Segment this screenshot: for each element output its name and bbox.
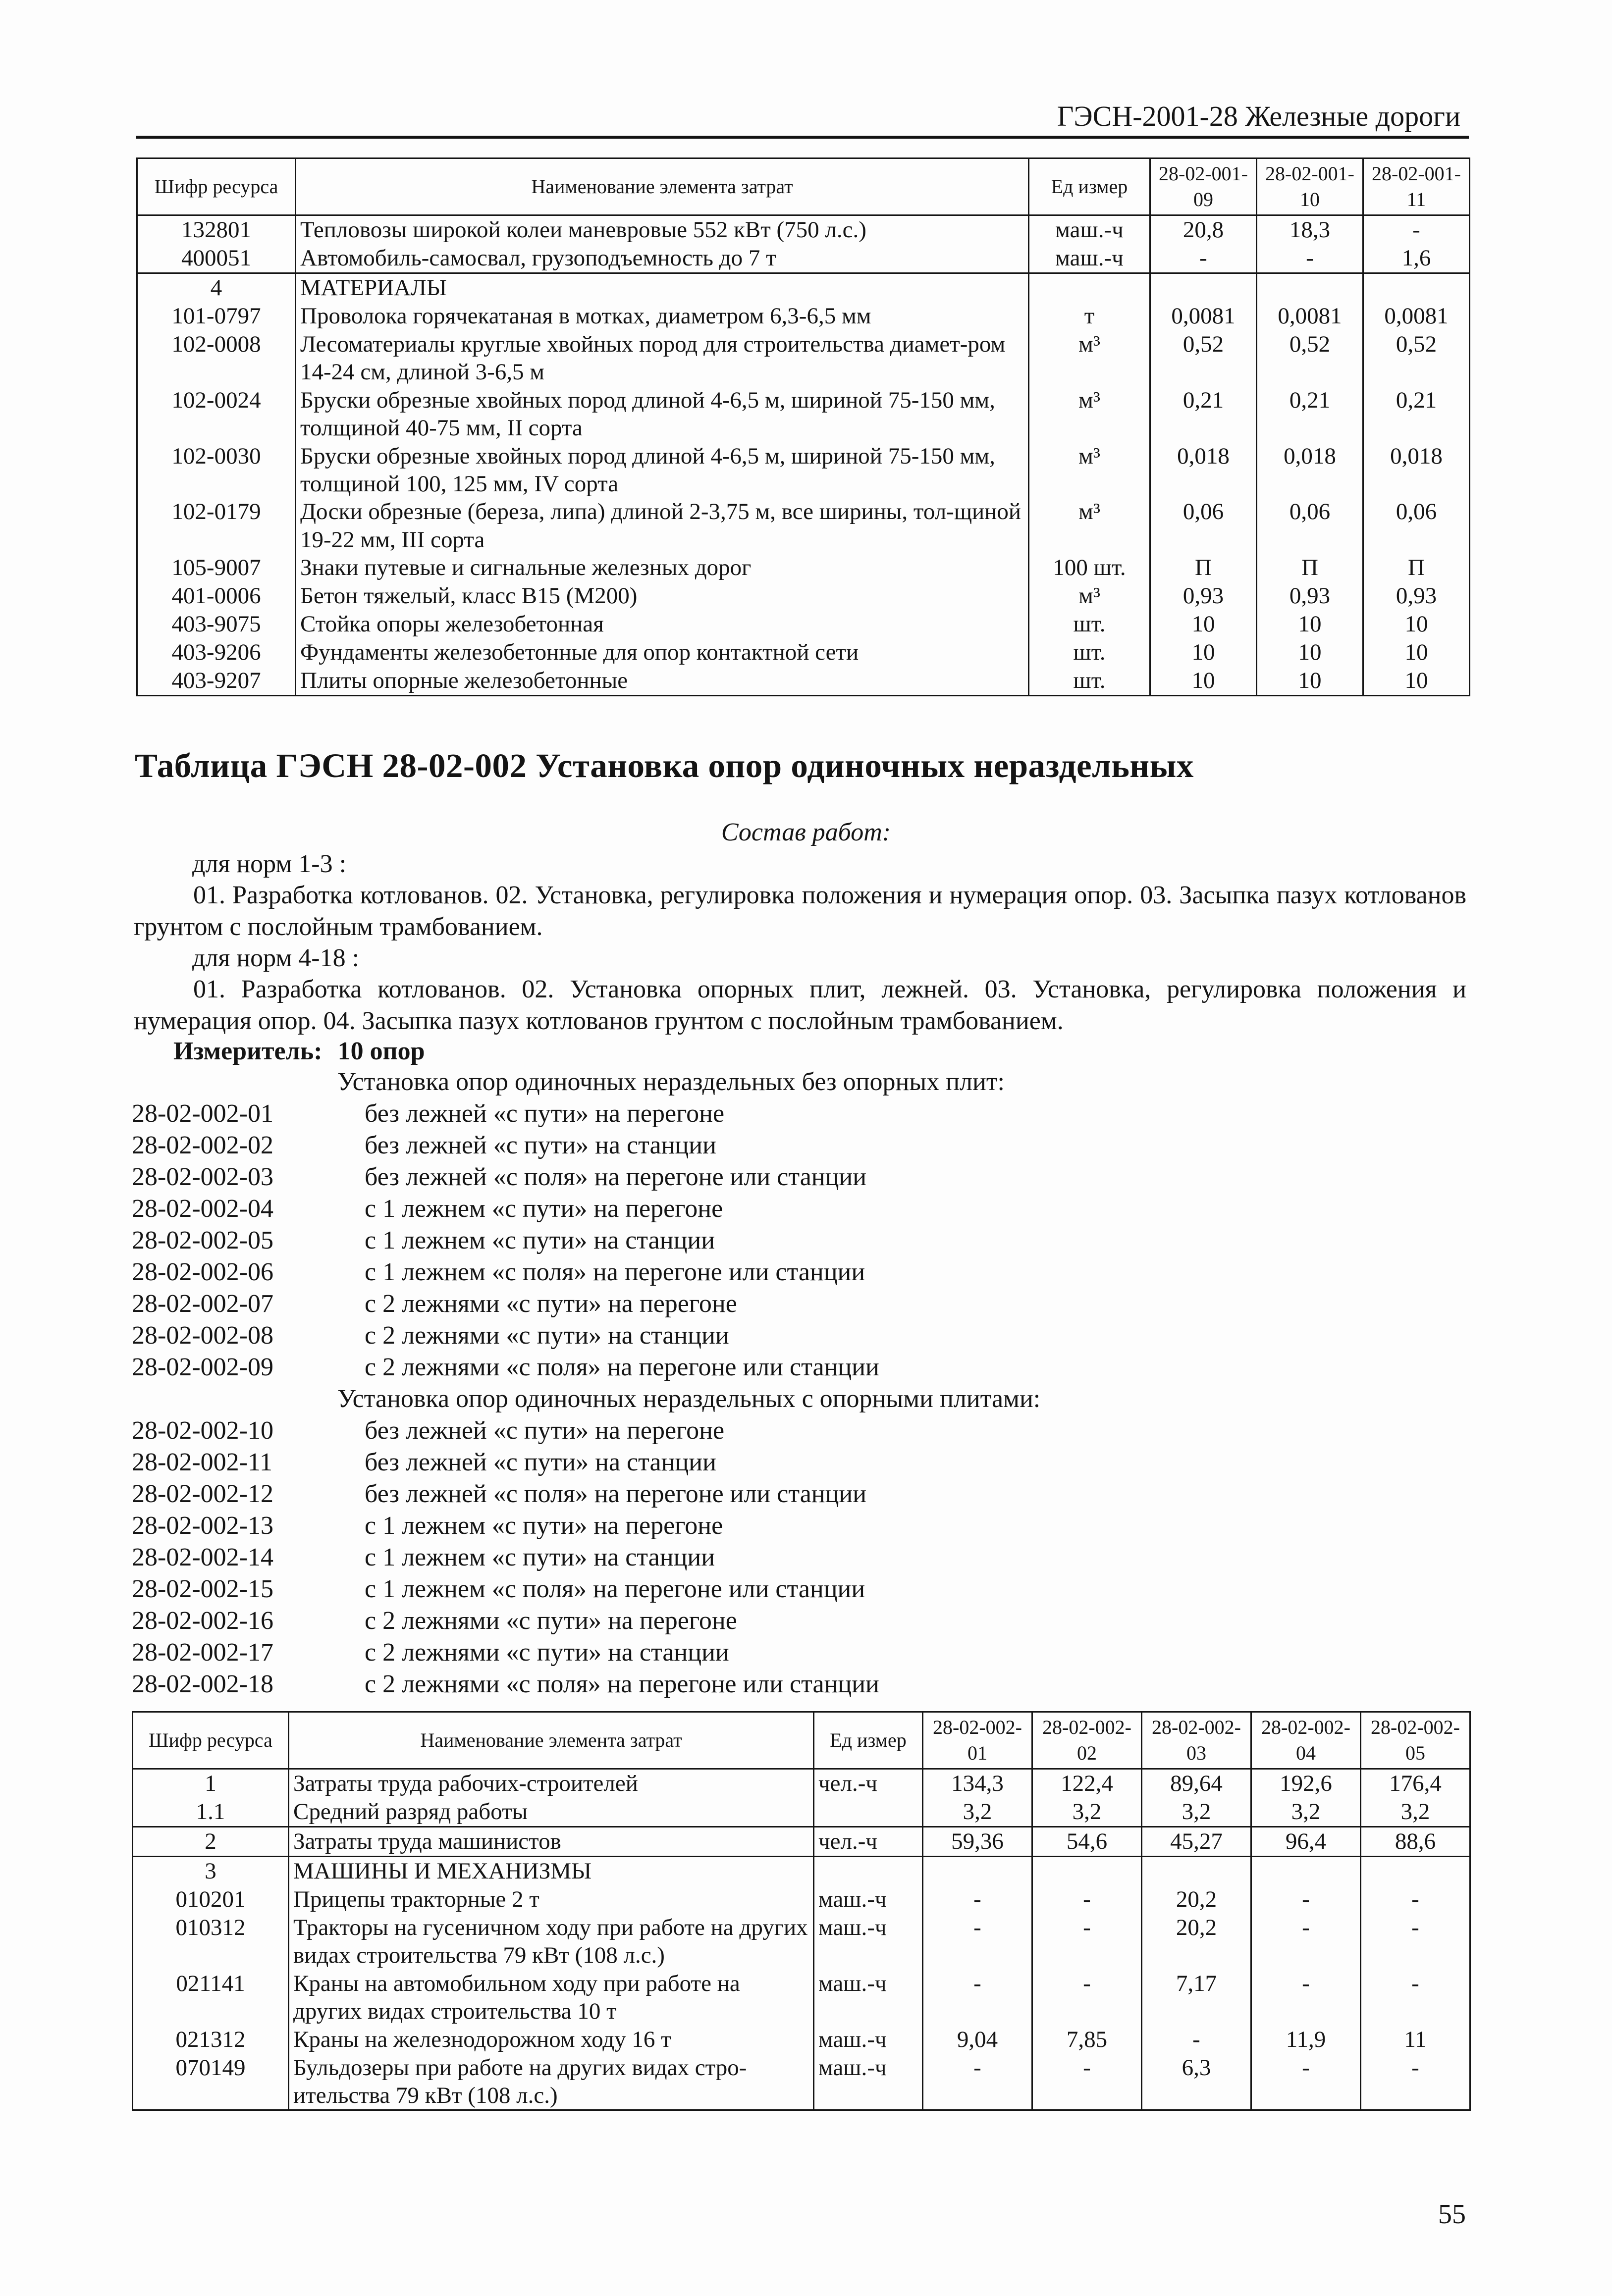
value-cell: 3,2: [1251, 1798, 1361, 1827]
norm-code: 28-02-002-18: [132, 1670, 273, 1698]
value-cell: -: [923, 1970, 1032, 2026]
norm-code: 28-02-002-03: [132, 1163, 273, 1191]
resource-code-cell: 401-0006: [137, 582, 296, 610]
resource-code-cell: 010201: [133, 1885, 289, 1914]
resource-code-cell: 021312: [133, 2026, 289, 2054]
norm-code: 28-02-002-17: [132, 1638, 273, 1667]
table-row: [137, 498, 1470, 554]
unit-cell: шт.: [1029, 667, 1150, 696]
table-row: [133, 1798, 1470, 1827]
unit-cell: шт.: [1029, 638, 1150, 667]
norm-code-row: [132, 1542, 1040, 1574]
norm-code-row: [132, 1225, 1040, 1257]
norm-code: 28-02-002-15: [132, 1575, 273, 1603]
value-cell: -: [1032, 1970, 1142, 2026]
unit-cell: 100 шт.: [1029, 554, 1150, 582]
table-row: [133, 1914, 1470, 1970]
unit-cell: маш.-ч: [814, 2026, 923, 2054]
norm-code: 28-02-002-07: [132, 1290, 273, 1318]
meter-value: 10 опор: [337, 1037, 425, 1065]
unit-cell: шт.: [1029, 610, 1150, 638]
norm-description: без лежней «с пути» на перегоне: [365, 1099, 725, 1128]
col-header: 28-02-002-05: [1361, 1712, 1470, 1769]
value-cell: 0,018: [1363, 442, 1470, 498]
value-cell: -: [1361, 1970, 1470, 2026]
resource-code-cell: 021141: [133, 1970, 289, 2026]
norm-code: 28-02-002-16: [132, 1607, 273, 1635]
unit-cell: маш.-ч: [814, 1914, 923, 1970]
norm-description: с 2 лежнями «с пути» на станции: [365, 1638, 729, 1667]
resource-code-cell: 4: [137, 273, 296, 303]
col-header: Наименование элемента затрат: [289, 1712, 814, 1769]
norm-code-row: [132, 1415, 1040, 1447]
norm-description: с 2 лежнями «с пути» на станции: [365, 1321, 729, 1350]
table-row: [137, 667, 1470, 696]
norm-code-row: [132, 1637, 1040, 1669]
resource-code-cell: 3: [133, 1857, 289, 1886]
value-cell: 18,3: [1257, 215, 1363, 245]
unit-cell: маш.-ч: [1029, 215, 1150, 245]
value-cell: 176,4: [1361, 1769, 1470, 1798]
value-cell: -: [1251, 1885, 1361, 1914]
value-cell: -: [1361, 2054, 1470, 2110]
norm-description: без лежней «с поля» на перегоне или станции: [365, 1480, 867, 1508]
table-row: [133, 2026, 1470, 2054]
norms-1-label: для норм 1-3 :: [192, 850, 347, 878]
value-cell: 1,6: [1363, 244, 1470, 273]
resource-table-1: [136, 157, 1470, 696]
table-row: [137, 386, 1470, 442]
value-cell: 45,27: [1142, 1827, 1251, 1857]
table-row: [133, 1769, 1470, 1798]
resource-name-cell: Средний разряд работы: [289, 1798, 814, 1827]
table-row: [133, 2054, 1470, 2110]
value-cell: 0,93: [1363, 582, 1470, 610]
norm-code-row: [132, 1352, 1040, 1384]
table-title: Таблица ГЭСН 28-02-002 Установка опор одиночных нераздельных: [135, 747, 1194, 784]
table-row: [137, 638, 1470, 667]
norm-code: 28-02-002-11: [132, 1448, 273, 1476]
resource-name-cell: Бетон тяжелый, класс В15 (М200): [296, 582, 1029, 610]
unit-cell: м³: [1029, 386, 1150, 442]
norm-description: без лежней «с поля» на перегоне или станции: [365, 1163, 867, 1191]
value-cell: 7,17: [1142, 1970, 1251, 2026]
value-cell: 10: [1363, 667, 1470, 696]
value-cell: 0,06: [1150, 498, 1257, 554]
norm-code-row: [132, 1606, 1040, 1637]
resource-code-cell: 101-0797: [137, 302, 296, 330]
norm-code-row: [132, 1479, 1040, 1511]
resource-name-cell: Бруски обрезные хвойных пород длиной 4-6,5 м, шириной 75-150 мм, толщиной 100, 125 мм, IV сорта: [296, 442, 1029, 498]
resource-code-cell: 010312: [133, 1914, 289, 1970]
value-cell: П: [1150, 554, 1257, 582]
unit-cell: [814, 1857, 923, 1886]
group-heading: Установка опор одиночных нераздельных без опорных плит:: [337, 1068, 1005, 1096]
resource-name-cell: Проволока горячекатаная в мотках, диаметром 6,3-6,5 мм: [296, 302, 1029, 330]
table-row: [133, 1857, 1470, 1886]
value-cell: 54,6: [1032, 1827, 1142, 1857]
resource-name-cell: Фундаменты железобетонные для опор контактной сети: [296, 638, 1029, 667]
value-cell: 10: [1257, 667, 1363, 696]
unit-cell: м³: [1029, 582, 1150, 610]
value-cell: 6,3: [1142, 2054, 1251, 2110]
value-cell: 10: [1363, 638, 1470, 667]
resource-code-cell: 102-0008: [137, 330, 296, 386]
norm-code-row: [132, 1098, 1040, 1130]
value-cell: 0,018: [1150, 442, 1257, 498]
norm-description: с 2 лежнями «с пути» на перегоне: [365, 1607, 737, 1635]
col-header: 28-02-002-04: [1251, 1712, 1361, 1769]
value-cell: 10: [1363, 610, 1470, 638]
value-cell: -: [923, 2054, 1032, 2110]
norm-code-row: [132, 1574, 1040, 1606]
norm-code: 28-02-002-14: [132, 1543, 273, 1571]
value-cell: П: [1363, 554, 1470, 582]
table-row: [137, 302, 1470, 330]
value-cell: [1363, 273, 1470, 303]
resource-code-cell: 105-9007: [137, 554, 296, 582]
header-rule: [136, 136, 1469, 139]
table-row: [137, 273, 1470, 303]
resource-name-cell: МАТЕРИАЛЫ: [296, 273, 1029, 303]
value-cell: -: [1363, 215, 1470, 245]
col-header: Ед измер: [814, 1712, 923, 1769]
norms-1-text: 01. Разработка котлованов. 02. Установка, регулировка положения и нумерация опор. 03. Засыпка пазух котлованов грунтом с послойным трамбованием.: [134, 881, 1466, 941]
norms-2-label: для норм 4-18 :: [192, 944, 360, 972]
resource-code-cell: 403-9207: [137, 667, 296, 696]
resource-code-cell: 102-0030: [137, 442, 296, 498]
col-header: 28-02-002-01: [923, 1712, 1032, 1769]
table-row: [133, 1827, 1470, 1857]
value-cell: 0,0081: [1257, 302, 1363, 330]
unit-cell: маш.-ч: [1029, 244, 1150, 273]
value-cell: 10: [1150, 610, 1257, 638]
resource-name-cell: Автомобиль-самосвал, грузоподъемность до 7 т: [296, 244, 1029, 273]
col-header: Шифр ресурса: [137, 158, 296, 215]
col-header: 28-02-001-10: [1257, 158, 1363, 215]
table-body: [137, 215, 1470, 696]
norms-2-text: 01. Разработка котлованов. 02. Установка опорных плит, лежней. 03. Установка, регулировка положения и нумерация опор. 04. Засыпка пазух котлованов грунтом с послойным трамбованием.: [134, 975, 1466, 1035]
col-header: Ед измер: [1029, 158, 1150, 215]
value-cell: 7,85: [1032, 2026, 1142, 2054]
resource-name-cell: Затраты труда рабочих-строителей: [289, 1769, 814, 1798]
value-cell: 0,93: [1257, 582, 1363, 610]
meter-label: Измеритель:: [173, 1037, 322, 1065]
unit-cell: м³: [1029, 498, 1150, 554]
value-cell: 134,3: [923, 1769, 1032, 1798]
table-body: [133, 1769, 1470, 2110]
norm-code-row: [132, 1130, 1040, 1162]
work-composition-label: Состав работ:: [721, 818, 891, 846]
value-cell: [923, 1857, 1032, 1886]
norm-description: с 1 лежнем «с поля» на перегоне или станции: [365, 1575, 865, 1603]
value-cell: [1142, 1857, 1251, 1886]
value-cell: 122,4: [1032, 1769, 1142, 1798]
value-cell: 0,21: [1150, 386, 1257, 442]
value-cell: -: [1032, 1885, 1142, 1914]
resource-code-cell: 400051: [137, 244, 296, 273]
norm-description: с 1 лежнем «с пути» на перегоне: [365, 1512, 723, 1540]
resource-code-cell: 1: [133, 1769, 289, 1798]
value-cell: [1257, 273, 1363, 303]
value-cell: 11,9: [1251, 2026, 1361, 2054]
value-cell: -: [1251, 2054, 1361, 2110]
resource-code-cell: 132801: [137, 215, 296, 245]
value-cell: 192,6: [1251, 1769, 1361, 1798]
value-cell: 3,2: [1032, 1798, 1142, 1827]
value-cell: [1361, 1857, 1470, 1886]
table-row: [137, 442, 1470, 498]
resource-name-cell: Бруски обрезные хвойных пород длиной 4-6,5 м, шириной 75-150 мм, толщиной 40-75 мм, II сорта: [296, 386, 1029, 442]
value-cell: 0,0081: [1363, 302, 1470, 330]
value-cell: 0,018: [1257, 442, 1363, 498]
value-cell: -: [923, 1885, 1032, 1914]
unit-cell: чел.-ч: [814, 1769, 923, 1798]
unit-cell: м³: [1029, 442, 1150, 498]
norm-code-row: [132, 1447, 1040, 1479]
norm-code: 28-02-002-09: [132, 1353, 273, 1381]
resource-code-cell: 403-9206: [137, 638, 296, 667]
page-number: 55: [1438, 2199, 1466, 2230]
table-row: [133, 1885, 1470, 1914]
table-row: [133, 1970, 1470, 2026]
norm-code: 28-02-002-08: [132, 1321, 273, 1350]
value-cell: 10: [1257, 610, 1363, 638]
table-row: [137, 582, 1470, 610]
norm-code: 28-02-002-12: [132, 1480, 273, 1508]
resource-name-cell: Тепловозы широкой колеи маневровые 552 кВт (750 л.с.): [296, 215, 1029, 245]
value-cell: -: [1361, 1914, 1470, 1970]
norm-description: без лежней «с пути» на станции: [365, 1131, 716, 1159]
table-row: [137, 244, 1470, 273]
resource-name-cell: Стойка опоры железобетонная: [296, 610, 1029, 638]
value-cell: 11: [1361, 2026, 1470, 2054]
group-heading: Установка опор одиночных нераздельных с опорными плитами:: [337, 1385, 1041, 1413]
resource-name-cell: МАШИНЫ И МЕХАНИЗМЫ: [289, 1857, 814, 1886]
norm-description: без лежней «с пути» на перегоне: [365, 1416, 725, 1445]
value-cell: 0,52: [1363, 330, 1470, 386]
resource-name-cell: Знаки путевые и сигнальные железных дорог: [296, 554, 1029, 582]
norm-description: без лежней «с пути» на станции: [365, 1448, 716, 1476]
norm-description: с 1 лежнем «с пути» на станции: [365, 1226, 715, 1254]
value-cell: 3,2: [1361, 1798, 1470, 1827]
unit-cell: м³: [1029, 330, 1150, 386]
resource-name-cell: Краны на автомобильном ходу при работе на других видах строительства 10 т: [289, 1970, 814, 2026]
norm-code: 28-02-002-01: [132, 1099, 273, 1128]
meter-line: [173, 1036, 425, 1067]
value-cell: 0,06: [1257, 498, 1363, 554]
col-header: Наименование элемента затрат: [296, 158, 1029, 215]
value-cell: 3,2: [923, 1798, 1032, 1827]
value-cell: -: [1251, 1914, 1361, 1970]
unit-cell: [814, 1798, 923, 1827]
value-cell: 10: [1150, 667, 1257, 696]
norm-code-list: [132, 1067, 1040, 1701]
value-cell: 0,0081: [1150, 302, 1257, 330]
value-cell: П: [1257, 554, 1363, 582]
resource-table-2: [132, 1711, 1471, 2111]
unit-cell: маш.-ч: [814, 1970, 923, 2026]
unit-cell: маш.-ч: [814, 2054, 923, 2110]
value-cell: 89,64: [1142, 1769, 1251, 1798]
resource-code-cell: 2: [133, 1827, 289, 1857]
norm-code-row: [132, 1669, 1040, 1701]
resource-code-cell: 070149: [133, 2054, 289, 2110]
unit-cell: т: [1029, 302, 1150, 330]
resource-name-cell: Доски обрезные (береза, липа) длиной 2-3,75 м, все ширины, тол-щиной 19-22 мм, III сорта: [296, 498, 1029, 554]
table-row: [137, 330, 1470, 386]
norm-codes-group-1: [132, 1098, 1040, 1384]
norm-code: 28-02-002-05: [132, 1226, 273, 1254]
value-cell: 88,6: [1361, 1827, 1470, 1857]
col-header: 28-02-002-02: [1032, 1712, 1142, 1769]
norm-description: с 1 лежнем «с пути» на станции: [365, 1543, 715, 1571]
value-cell: -: [1150, 244, 1257, 273]
running-header: ГЭСН-2001-28 Железные дороги: [1057, 100, 1460, 132]
norm-code-row: [132, 1257, 1040, 1289]
value-cell: 0,06: [1363, 498, 1470, 554]
value-cell: [1150, 273, 1257, 303]
norm-code: 28-02-002-10: [132, 1416, 273, 1445]
value-cell: 0,21: [1363, 386, 1470, 442]
resource-code-cell: 102-0024: [137, 386, 296, 442]
norm-code: 28-02-002-06: [132, 1258, 273, 1286]
value-cell: 3,2: [1142, 1798, 1251, 1827]
value-cell: -: [1032, 2054, 1142, 2110]
norm-code-row: [132, 1289, 1040, 1320]
norm-description: с 1 лежнем «с поля» на перегоне или станции: [365, 1258, 865, 1286]
value-cell: 20,2: [1142, 1885, 1251, 1914]
norm-code-row: [132, 1511, 1040, 1542]
resource-code-cell: 403-9075: [137, 610, 296, 638]
unit-cell: маш.-ч: [814, 1885, 923, 1914]
resource-code-cell: 102-0179: [137, 498, 296, 554]
value-cell: 0,52: [1257, 330, 1363, 386]
unit-cell: чел.-ч: [814, 1827, 923, 1857]
table-row: [137, 610, 1470, 638]
value-cell: -: [1361, 1885, 1470, 1914]
norm-code-row: [132, 1194, 1040, 1225]
value-cell: 0,21: [1257, 386, 1363, 442]
value-cell: -: [1142, 2026, 1251, 2054]
value-cell: 20,8: [1150, 215, 1257, 245]
col-header: 28-02-002-03: [1142, 1712, 1251, 1769]
norm-code-row: [132, 1320, 1040, 1352]
value-cell: 20,2: [1142, 1914, 1251, 1970]
norm-description: с 2 лежнями «с поля» на перегоне или станции: [365, 1670, 879, 1698]
resource-name-cell: Плиты опорные железобетонные: [296, 667, 1029, 696]
col-header: 28-02-001-11: [1363, 158, 1470, 215]
resource-name-cell: Прицепы тракторные 2 т: [289, 1885, 814, 1914]
value-cell: -: [1032, 1914, 1142, 1970]
resource-name-cell: Лесоматериалы круглые хвойных пород для строительства диамет-ром 14-24 см, длиной 3-6,5 м: [296, 330, 1029, 386]
value-cell: 0,93: [1150, 582, 1257, 610]
table-row: [137, 554, 1470, 582]
norm-description: с 2 лежнями «с поля» на перегоне или станции: [365, 1353, 879, 1381]
resource-name-cell: Краны на железнодорожном ходу 16 т: [289, 2026, 814, 2054]
value-cell: [1251, 1857, 1361, 1886]
norm-code-row: [132, 1162, 1040, 1194]
value-cell: -: [1251, 1970, 1361, 2026]
norm-code: 28-02-002-13: [132, 1512, 273, 1540]
norm-code: 28-02-002-04: [132, 1195, 273, 1223]
norm-code: 28-02-002-02: [132, 1131, 273, 1159]
resource-name-cell: Бульдозеры при работе на других видах стро-ительства 79 кВт (108 л.с.): [289, 2054, 814, 2110]
col-header: Шифр ресурса: [133, 1712, 289, 1769]
value-cell: 9,04: [923, 2026, 1032, 2054]
value-cell: -: [1257, 244, 1363, 273]
table-row: [137, 215, 1470, 245]
resource-code-cell: 1.1: [133, 1798, 289, 1827]
norm-description: с 2 лежнями «с пути» на перегоне: [365, 1290, 737, 1318]
norm-codes-group-2: [132, 1415, 1040, 1701]
value-cell: 96,4: [1251, 1827, 1361, 1857]
value-cell: 10: [1150, 638, 1257, 667]
unit-cell: [1029, 273, 1150, 303]
value-cell: 10: [1257, 638, 1363, 667]
resource-name-cell: Тракторы на гусеничном ходу при работе на других видах строительства 79 кВт (108 л.с.): [289, 1914, 814, 1970]
resource-name-cell: Затраты труда машинистов: [289, 1827, 814, 1857]
col-header: 28-02-001-09: [1150, 158, 1257, 215]
value-cell: [1032, 1857, 1142, 1886]
norm-description: с 1 лежнем «с пути» на перегоне: [365, 1195, 723, 1223]
value-cell: 0,52: [1150, 330, 1257, 386]
value-cell: -: [923, 1914, 1032, 1970]
value-cell: 59,36: [923, 1827, 1032, 1857]
